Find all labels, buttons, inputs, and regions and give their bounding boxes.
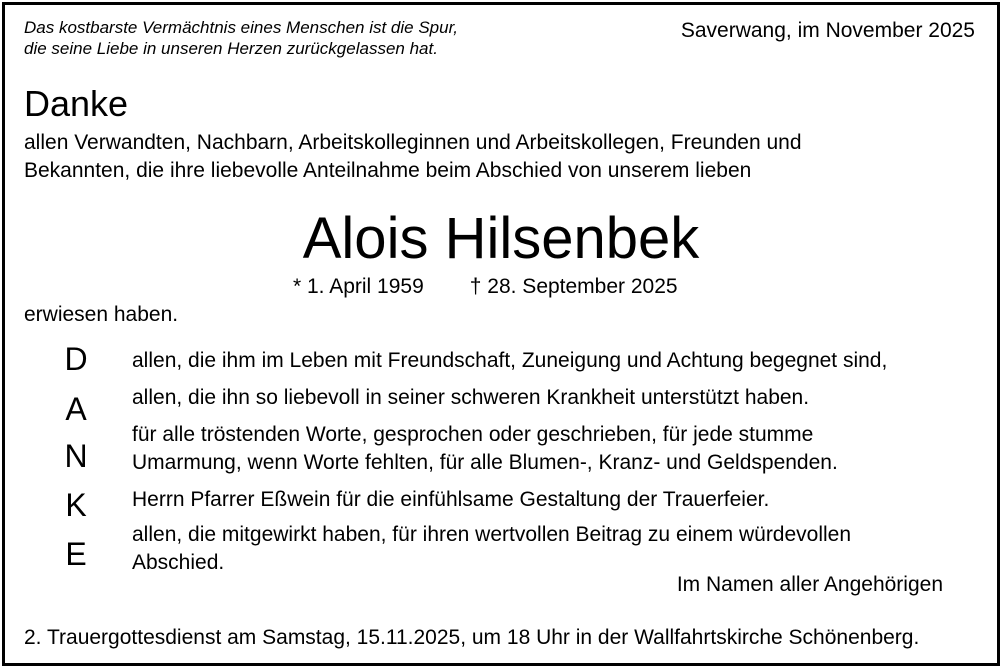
intro-line: allen Verwandten, Nachbarn, Arbeitskolleginnen und Arbeitskollegen, Freunden und xyxy=(24,131,802,154)
quote-line: die seine Liebe in unseren Herzen zurückgelassen hat. xyxy=(24,39,438,58)
birth-date: * 1. April 1959 xyxy=(293,275,424,298)
thanks-item xyxy=(132,421,838,477)
thanks-line: Herrn Pfarrer Eßwein für die einfühlsame Gestaltung der Trauerfeier. xyxy=(132,488,770,511)
thanks-line: allen, die ihm im Leben mit Freundschaft, Zuneigung und Achtung begegnet sind, xyxy=(132,349,888,372)
vertical-letter: E xyxy=(65,536,87,572)
intro-text xyxy=(24,129,802,185)
vertical-letter: D xyxy=(64,341,88,377)
signature: Im Namen aller Angehörigen xyxy=(676,573,943,596)
thanks-line: allen, die mitgewirkt haben, für ihren wertvollen Beitrag zu einem würdevollen xyxy=(132,523,852,546)
vertical-letter: A xyxy=(65,391,87,427)
intro-line: Bekannten, die ihre liebevolle Anteilnahme beim Abschied von unserem lieben xyxy=(24,159,752,182)
death-date: † 28. September 2025 xyxy=(469,275,678,298)
vertical-letter: K xyxy=(65,487,87,523)
danke-heading: Danke xyxy=(24,83,129,124)
intro-ending: erwiesen haben. xyxy=(24,303,179,326)
vertical-letter: N xyxy=(64,438,88,474)
thanks-item xyxy=(132,347,887,375)
thanks-item xyxy=(132,521,851,577)
obituary-card xyxy=(2,2,1000,666)
thanks-item xyxy=(132,384,809,412)
deceased-name: Alois Hilsenbek xyxy=(302,206,700,271)
service-notice: 2. Trauergottesdienst am Samstag, 15.11.2025, um 18 Uhr in der Wallfahrtskirche Schönenberg. xyxy=(24,626,920,649)
quote-line: Das kostbarste Vermächtnis eines Menschen ist die Spur, xyxy=(24,18,459,37)
place-date: Saverwang, im November 2025 xyxy=(680,19,975,42)
thanks-item xyxy=(132,486,769,514)
thanks-line: Abschied. xyxy=(132,551,225,574)
thanks-line: für alle tröstenden Worte, gesprochen oder geschrieben, für jede stumme xyxy=(132,423,814,446)
thanks-line: Umarmung, wenn Worte fehlten, für alle Blumen-, Kranz- und Geldspenden. xyxy=(132,451,838,474)
thanks-line: allen, die ihn so liebevoll in seiner schweren Krankheit unterstützt haben. xyxy=(132,386,810,409)
memorial-quote xyxy=(24,17,458,59)
life-dates xyxy=(293,275,678,299)
